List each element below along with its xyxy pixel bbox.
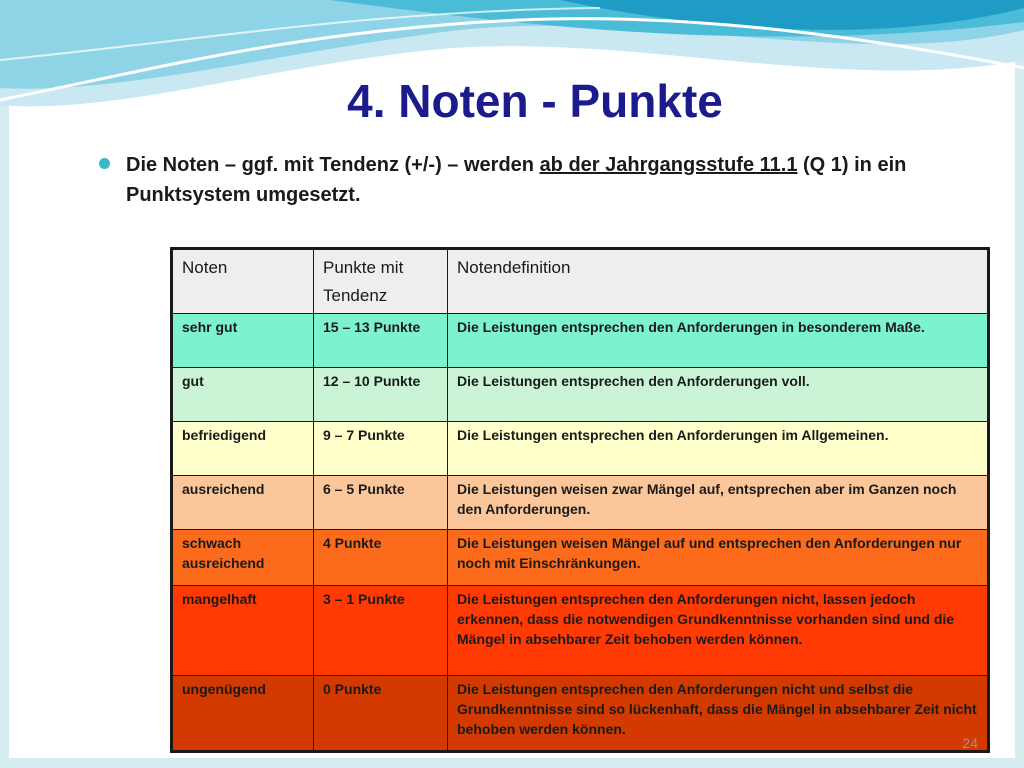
header-noten: Noten	[172, 249, 314, 314]
definition-cell: Die Leistungen weisen Mängel auf und entsprechen den Anforderungen nur noch mit Einschränkungen.	[448, 530, 989, 586]
table-row	[172, 476, 989, 530]
grade-cell: befriedigend	[172, 422, 314, 476]
grade-cell: ungenügend	[172, 676, 314, 752]
definition-cell: Die Leistungen entsprechen den Anforderungen nicht und selbst die Grundkenntnisse sind so lückenhaft, dass die Mängel in absehbarer Zeit nicht behoben werden können.	[448, 676, 989, 752]
bullet-dot-icon	[99, 158, 110, 169]
points-cell: 4 Punkte	[314, 530, 448, 586]
bullet-text-suffix: (Q 1) in ein Punktsystem umgesetzt.	[126, 154, 907, 206]
grade-cell: sehr gut	[172, 314, 314, 368]
grades-table	[170, 247, 990, 753]
table-header-row	[172, 249, 989, 314]
header-punkte: Punkte mit Tendenz	[314, 249, 448, 314]
definition-cell: Die Leistungen entsprechen den Anforderungen im Allgemeinen.	[448, 422, 989, 476]
header-definition: Notendefinition	[448, 249, 989, 314]
table-row	[172, 422, 989, 476]
page-number: 24	[962, 735, 978, 751]
bullet-text-underlined: ab der Jahrgangsstufe 11.1	[539, 154, 798, 176]
table-row	[172, 586, 989, 676]
grade-cell: mangelhaft	[172, 586, 314, 676]
points-cell: 0 Punkte	[314, 676, 448, 752]
points-cell: 6 – 5 Punkte	[314, 476, 448, 530]
grade-cell: gut	[172, 368, 314, 422]
grade-cell: schwach ausreichend	[172, 530, 314, 586]
points-cell: 9 – 7 Punkte	[314, 422, 448, 476]
definition-cell: Die Leistungen weisen zwar Mängel auf, entsprechen aber im Ganzen noch den Anforderungen.	[448, 476, 989, 530]
definition-cell: Die Leistungen entsprechen den Anforderungen voll.	[448, 368, 989, 422]
intro-bullet	[126, 150, 941, 210]
definition-cell: Die Leistungen entsprechen den Anforderungen in besonderem Maße.	[448, 314, 989, 368]
grade-cell: ausreichend	[172, 476, 314, 530]
page-title: 4. Noten - Punkte	[347, 75, 723, 127]
table-row	[172, 368, 989, 422]
table-row	[172, 676, 989, 752]
table-row	[172, 314, 989, 368]
bullet-text-prefix: Die Noten – ggf. mit Tendenz (+/-) – werden	[126, 154, 540, 176]
points-cell: 15 – 13 Punkte	[314, 314, 448, 368]
table-row	[172, 530, 989, 586]
points-cell: 3 – 1 Punkte	[314, 586, 448, 676]
definition-cell: Die Leistungen entsprechen den Anforderungen nicht, lassen jedoch erkennen, dass die notwendigen Grundkenntnisse vorhanden sind und die Mängel in absehbarer Zeit behoben werden können.	[448, 586, 989, 676]
points-cell: 12 – 10 Punkte	[314, 368, 448, 422]
